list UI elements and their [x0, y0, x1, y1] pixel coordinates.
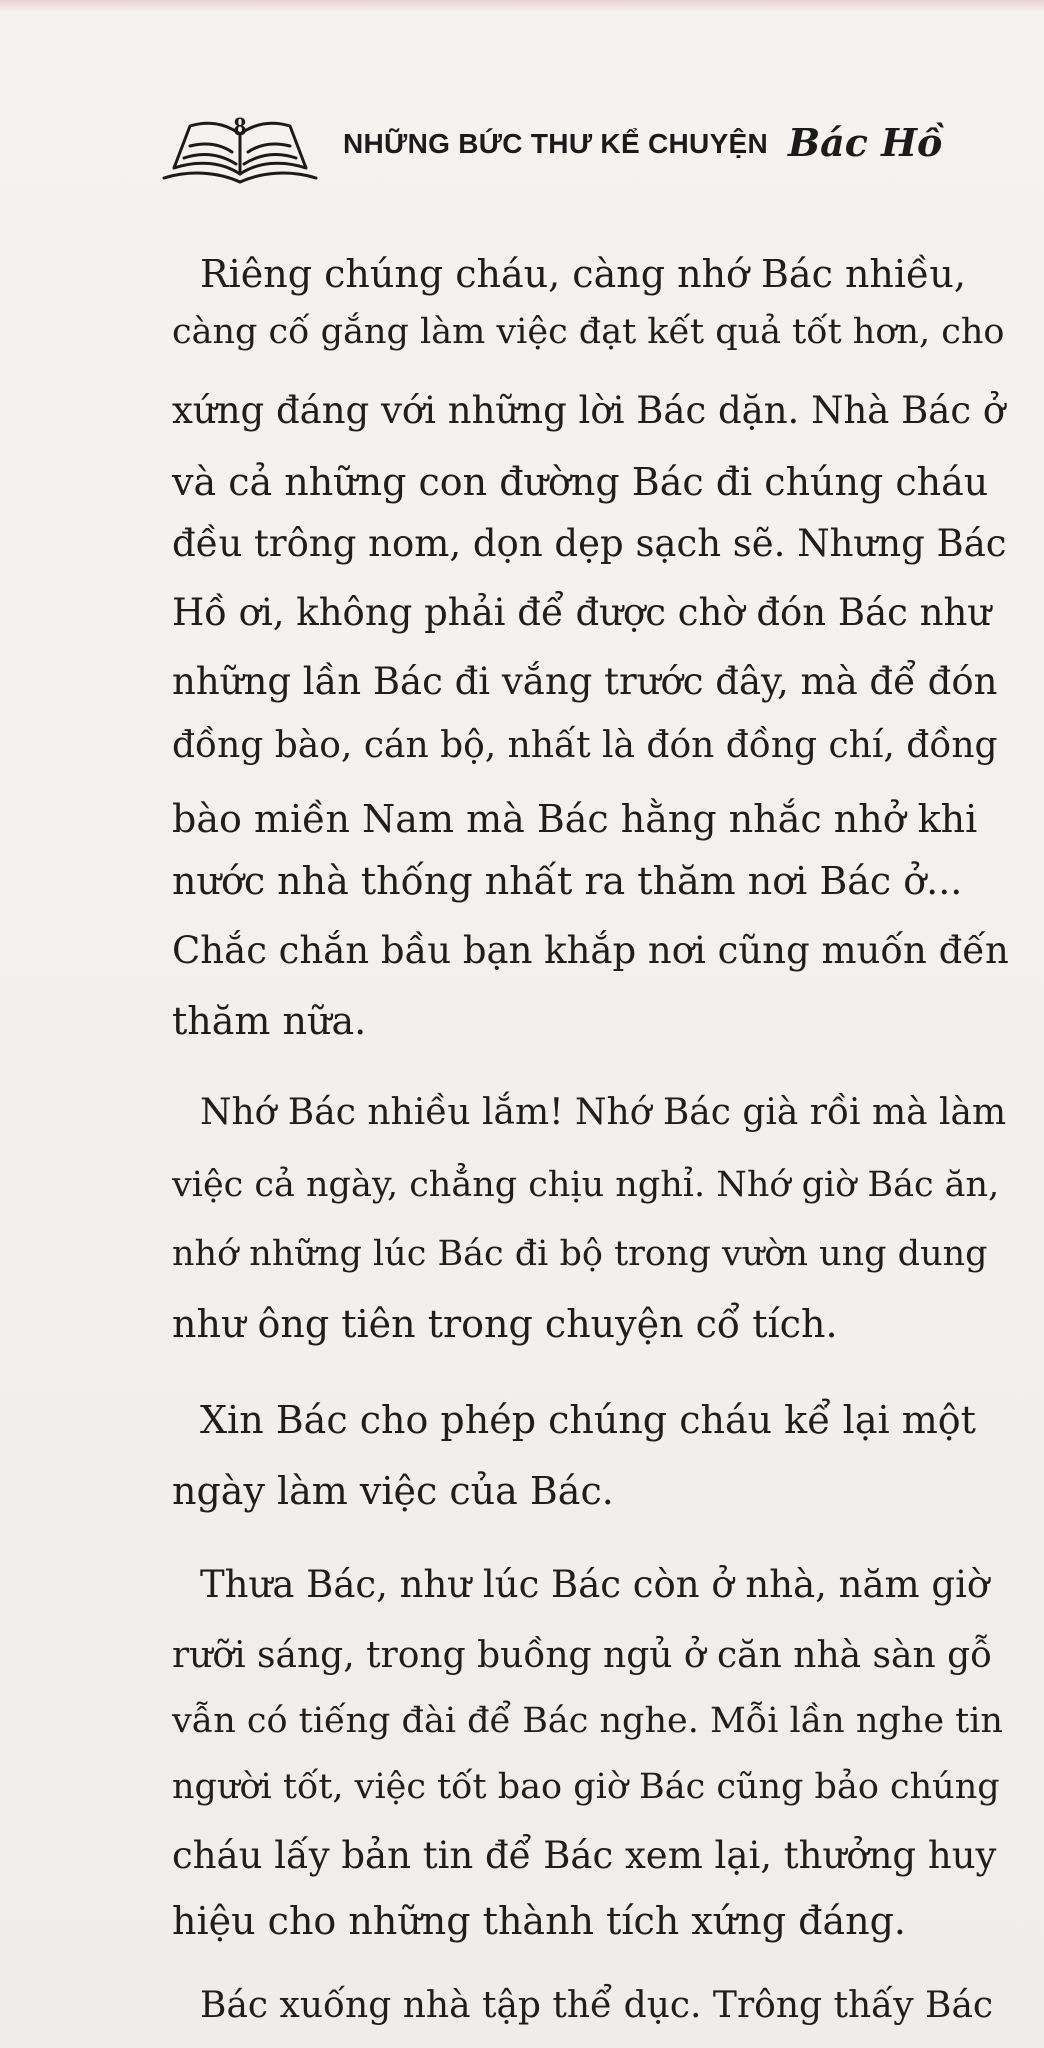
text-line: Nhớ Bác nhiều lắm! Nhớ Bác già rồi mà làm [200, 1092, 1007, 1133]
text-line: xứng đáng với những lời Bác dặn. Nhà Bác ở [172, 389, 1006, 432]
text-line: Hồ ơi, không phải để được chờ đón Bác như [172, 591, 992, 634]
text-line: Riêng chúng cháu, càng nhớ Bác nhiều, [200, 252, 966, 296]
text-line: nước nhà thống nhất ra thăm nơi Bác ở... [172, 859, 963, 903]
text-line: đồng bào, cán bộ, nhất là đón đồng chí, đồng [172, 725, 998, 766]
book-title-script: Bác Hồ [788, 120, 943, 165]
text-line: Xin Bác cho phép chúng cháu kể lại một [200, 1398, 976, 1442]
text-line: như ông tiên trong chuyện cổ tích. [172, 1302, 838, 1346]
text-line: vẫn có tiếng đài để Bác nghe. Mỗi lần nghe tin [172, 1701, 1003, 1741]
text-line: thăm nữa. [172, 999, 367, 1043]
text-line: cháu lấy bản tin để Bác xem lại, thưởng huy [172, 1834, 997, 1877]
text-line: ngày làm việc của Bác. [172, 1469, 614, 1513]
text-line: đều trông nom, dọn dẹp sạch sẽ. Nhưng Bác [172, 522, 1007, 565]
text-line: bào miền Nam mà Bác hằng nhắc nhở khi [172, 797, 978, 841]
text-line: Chắc chắn bầu bạn khắp nơi cũng muốn đến [172, 929, 1009, 972]
page-number: 8 [233, 112, 247, 141]
text-line: Thưa Bác, như lúc Bác còn ở nhà, năm giờ [200, 1563, 990, 1606]
page-top-edge [0, 0, 1044, 10]
text-line: việc cả ngày, chẳng chịu nghỉ. Nhớ giờ Bác ăn, [172, 1165, 1000, 1205]
text-line: hiệu cho những thành tích xứng đáng. [172, 1899, 907, 1943]
text-line: người tốt, việc tốt bao giờ Bác cũng bảo chúng [172, 1767, 1000, 1807]
text-line: nhớ những lúc Bác đi bộ trong vườn ung dung [172, 1234, 988, 1274]
text-line: càng cố gắng làm việc đạt kết quả tốt hơn, cho [172, 312, 1005, 352]
running-header [160, 104, 1020, 194]
book-title: NHỮNG BỨC THƯ KỂ CHUYỆN [343, 128, 769, 159]
text-line: Bác xuống nhà tập thể dục. Trông thấy Bác [200, 1985, 994, 2026]
text-line: rưỡi sáng, trong buồng ngủ ở căn nhà sàn gỗ [172, 1635, 993, 1676]
text-line: và cả những con đường Bác đi chúng cháu [172, 460, 989, 504]
text-line: những lần Bác đi vắng trước đây, mà để đón [172, 660, 998, 703]
